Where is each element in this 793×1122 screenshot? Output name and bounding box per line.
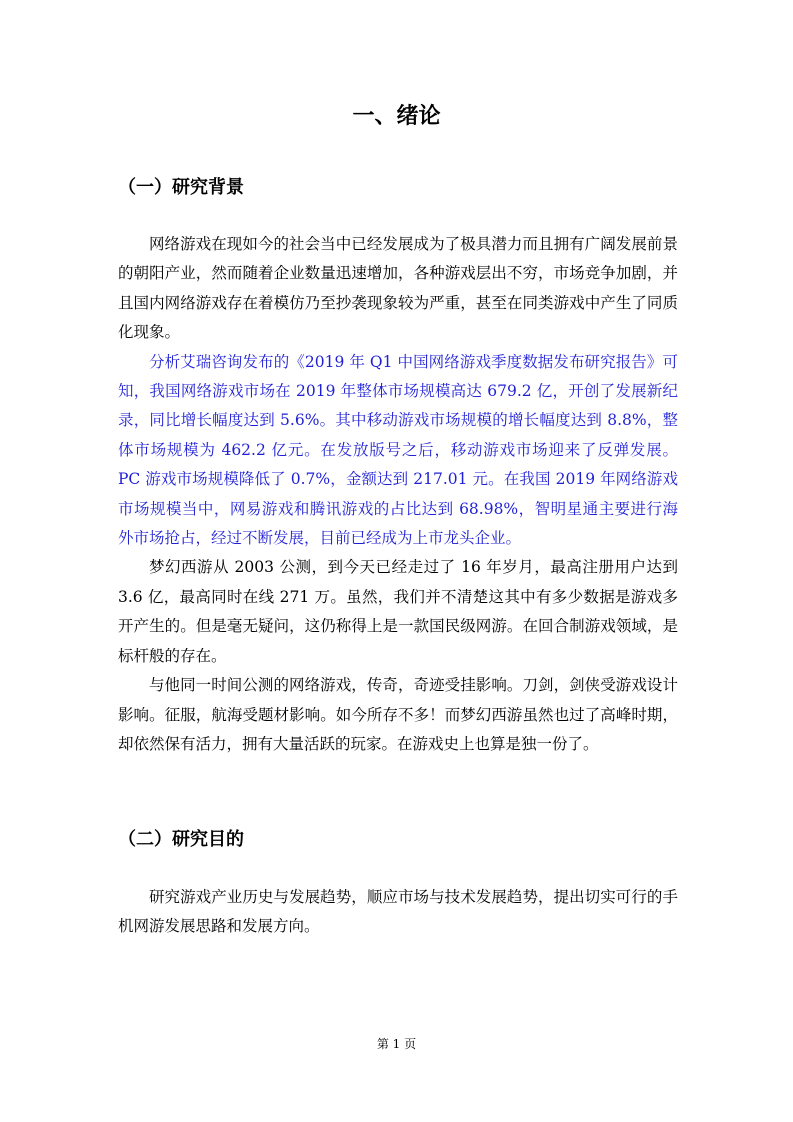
paragraph: 与他同一时间公测的网络游戏，传奇，奇迹受挂影响。刀剑，剑侠受游戏设计影响。征服，航海受题材影响。如今所存不多！而梦幻西游虽然也过了高峰时期，却依然保有活力，拥有大量活跃的玩家。在游戏史上也算是独一份了。: [118, 676, 678, 753]
section-body-purpose: [118, 883, 678, 942]
paragraph: 研究游戏产业历史与发展趋势，顺应市场与技术发展趋势，提出切实可行的手机网游发展思路和发展方向。: [118, 888, 678, 936]
paragraph-highlighted: 分析艾瑞咨询发布的《2019 年 Q1 中国网络游戏季度数据发布研究报告》可知，我国网络游戏市场在 2019 年整体市场规模高达 679.2 亿，开创了发展新纪录，同比增长幅度达到 5.6%。其中移动游戏市场规模的增长幅度达到 8.8%，整体市场规模为 462.2 亿元。在发放版号之后，移动游戏市场迎来了反弹发展。 PC 游戏市场规模降低了 0.7%，金额达到 217.01 元。在我国 2019 年网络游戏市场规模当中，网易游戏和腾讯游戏的占比达到 68.98%，智明星通主要进行海外市场抢占，经过不断发展，目前已经成为上市龙头企业。: [118, 352, 678, 548]
section-heading-background: （一）研究背景: [118, 177, 244, 198]
chapter-title: 一、绪论: [352, 104, 441, 129]
paragraph: 网络游戏在现如今的社会当中已经发展成为了极具潜力而且拥有广阔发展前景的朝阳产业，然而随着企业数量迅速增加，各种游戏层出不穷，市场竞争加剧，并且国内网络游戏存在着模仿乃至抄袭现象较为严重，甚至在同类游戏中产生了同质化现象。: [118, 235, 678, 342]
section-body-background: [118, 230, 678, 759]
paragraph: 梦幻西游从 2003 公测，到今天已经走过了 16 年岁月，最高注册用户达到 3.6 亿，最高同时在线 271 万。虽然，我们并不清楚这其中有多少数据是游戏多开产生的。但是毫无疑问，这仍称得上是一款国民级网游。在回合制游戏领域，是标杆般的存在。: [118, 558, 678, 665]
page-number: 第 1 页: [376, 1037, 417, 1051]
section-heading-purpose: （二）研究目的: [118, 829, 244, 850]
